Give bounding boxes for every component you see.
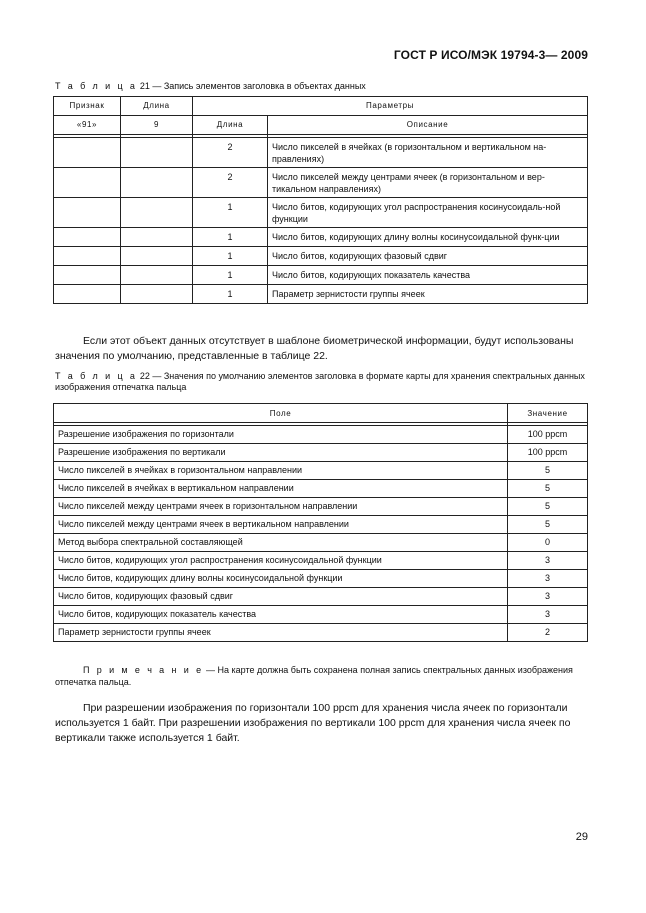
table21-subhead-col4: Описание	[268, 116, 588, 135]
table21-description-cell: Число пикселей в ячейках (в горизонтальном и вертикальном на-правлениях)	[268, 138, 588, 168]
table21-description-cell: Число битов, кодирующих фазовый сдвиг	[268, 247, 588, 266]
table22-value-cell: 2	[508, 624, 588, 642]
table21-head-col3: Параметры	[193, 97, 588, 116]
table-row	[54, 480, 588, 498]
table22-field-cell: Число битов, кодирующих фазовый сдвиг	[54, 588, 508, 606]
table21-length-cell: 1	[193, 228, 268, 247]
table22-field-cell: Число битов, кодирующих показатель качества	[54, 606, 508, 624]
table21-description-cell: Число битов, кодирующих длину волны косинусоидальной функ-ции	[268, 228, 588, 247]
table22-field-cell: Разрешение изображения по горизонтали	[54, 426, 508, 444]
table-row	[54, 285, 588, 304]
table22-value-cell: 3	[508, 552, 588, 570]
table21-subhead-col2: 9	[121, 116, 193, 135]
paragraph-default-values: Если этот объект данных отсутствует в шаблоне биометрической информации, будут использованы значения по умолчанию, представленные в таблице 22.	[55, 335, 574, 362]
table21-head-col2: Длина	[121, 97, 193, 116]
table-row	[54, 138, 588, 168]
table22-value-cell: 5	[508, 462, 588, 480]
table21-length-cell: 1	[193, 266, 268, 285]
table21-description-cell: Параметр зернистости группы ячеек	[268, 285, 588, 304]
table22-value-cell: 5	[508, 498, 588, 516]
table22-field-cell: Число пикселей в ячейках в горизонтальном направлении	[54, 462, 508, 480]
table21-length-cell: 2	[193, 138, 268, 168]
table-row	[54, 534, 588, 552]
table22-field-cell: Число битов, кодирующих длину волны косинусоидальной функции	[54, 570, 508, 588]
table22-value-cell: 0	[508, 534, 588, 552]
table22-head-row	[54, 404, 588, 423]
table-row	[54, 552, 588, 570]
table-row	[54, 266, 588, 285]
table22-field-cell: Число битов, кодирующих угол распространения косинусоидальной функции	[54, 552, 508, 570]
table22-value-cell: 3	[508, 570, 588, 588]
table22-field-cell: Параметр зернистости группы ячеек	[54, 624, 508, 642]
table22-value-cell: 5	[508, 480, 588, 498]
table-row	[54, 588, 588, 606]
table22-field-cell: Число пикселей в ячейках в вертикальном направлении	[54, 480, 508, 498]
table21-description-cell: Число пикселей между центрами ячеек (в горизонтальном и вер-тикальном направлениях)	[268, 168, 588, 198]
paragraph-resolution: При разрешении изображения по горизонтали 100 ppcm для хранения числа ячеек по горизонтали используется 1 байт. При разрешении изображения по вертикали 100 ppcm для хранения числа ячеек по вертикали также используется 1 байт.	[55, 702, 571, 744]
table-row	[54, 168, 588, 198]
table22-value-cell: 5	[508, 516, 588, 534]
table21-subhead-row	[54, 116, 588, 135]
note-text: — На карте должна быть сохранена полная запись спектральных данных изображения отпечатка пальца.	[55, 665, 573, 687]
table22-field-cell: Метод выбора спектральной составляющей	[54, 534, 508, 552]
table22-field-cell: Число пикселей между центрами ячеек в вертикальном направлении	[54, 516, 508, 534]
table22-caption-word: Т а б л и ц а	[55, 371, 138, 381]
table-row	[54, 570, 588, 588]
table-row	[54, 198, 588, 228]
table22-caption-text: 22 — Значения по умолчанию элементов заголовка в формате карты для хранения спектральных данных изображения отпечатка пальца	[55, 371, 585, 392]
table21-length-cell: 1	[193, 285, 268, 304]
note-word: П р и м е ч а н и е	[83, 665, 204, 675]
note	[55, 664, 590, 688]
table-row	[54, 498, 588, 516]
table-row	[54, 444, 588, 462]
table22-head-field: Поле	[54, 404, 508, 423]
table-row	[54, 624, 588, 642]
table-row	[54, 516, 588, 534]
table22-value-cell: 3	[508, 606, 588, 624]
table21-head-col1: Признак	[54, 97, 121, 116]
table22-head-value: Значение	[508, 404, 588, 423]
table22	[53, 403, 588, 642]
table22-value-cell: 100 ppcm	[508, 426, 588, 444]
page-number: 29	[575, 831, 588, 843]
table21-subhead-col3: Длина	[193, 116, 268, 135]
table21-length-cell: 1	[193, 198, 268, 228]
table21-caption	[55, 81, 366, 92]
table21-description-cell: Число битов, кодирующих угол распространения косинусоидаль-ной функции	[268, 198, 588, 228]
table21-length-cell: 1	[193, 247, 268, 266]
table-row	[54, 606, 588, 624]
table-row	[54, 228, 588, 247]
table-row	[54, 426, 588, 444]
table22-field-cell: Число пикселей между центрами ячеек в горизонтальном направлении	[54, 498, 508, 516]
table22-value-cell: 3	[508, 588, 588, 606]
table-row	[54, 462, 588, 480]
table21-description-cell: Число битов, кодирующих показатель качества	[268, 266, 588, 285]
table21-caption-word: Т а б л и ц а	[55, 81, 138, 91]
table-row	[54, 247, 588, 266]
table21-head-row	[54, 97, 588, 116]
table22-value-cell: 100 ppcm	[508, 444, 588, 462]
table22-field-cell: Разрешение изображения по вертикали	[54, 444, 508, 462]
table21-caption-text: 21 — Запись элементов заголовка в объектах данных	[137, 81, 366, 91]
table21	[53, 96, 588, 304]
table21-length-cell: 2	[193, 168, 268, 198]
table22-caption	[55, 371, 590, 393]
document-standard-header: ГОСТ Р ИСО/МЭК 19794-3— 2009	[393, 48, 588, 62]
table21-subhead-col1: «91»	[54, 116, 121, 135]
